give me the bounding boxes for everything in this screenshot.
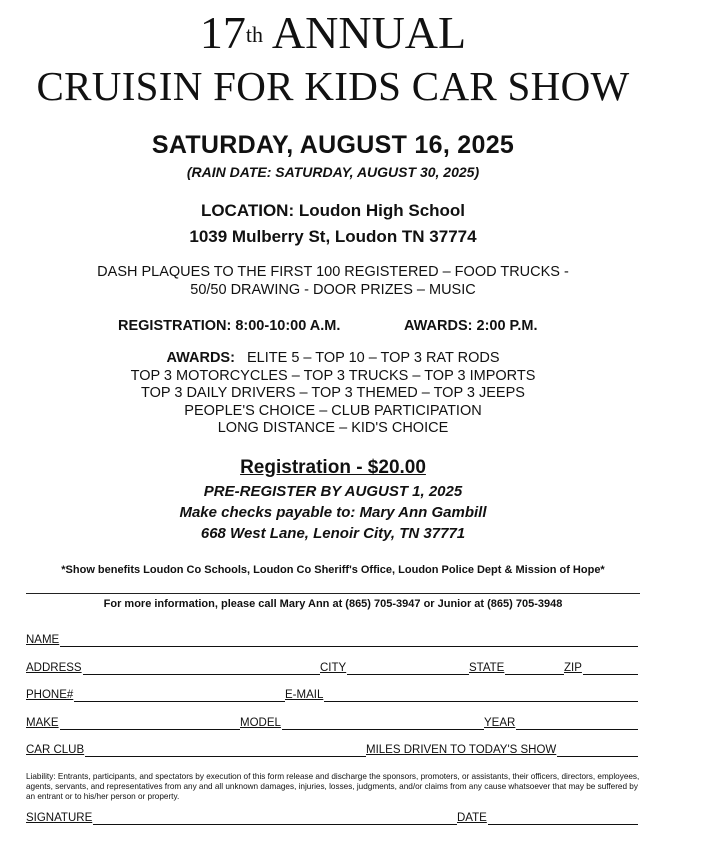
model-label: MODEL (240, 717, 281, 729)
liability-text: Liability: Entrants, participants, and spectators by execution of this form release and discharge the sponsors, promoters, or assistants, their officers, directors, employees, agents, servants, and representatives from any and all unknown damages, injuries, losses, judgments, and/or claims from any cause whatsoever that may be suffered by an entrant or to his/her person or property. (26, 772, 640, 801)
date-label: DATE (457, 812, 487, 824)
event-date: SATURDAY, AUGUST 16, 2025 (151, 131, 515, 159)
awards-time: AWARDS: 2:00 P.M. (404, 318, 538, 334)
city-label: CITY (320, 662, 347, 674)
awards-line-1: TOP 3 MOTORCYCLES – TOP 3 TRUCKS – TOP 3 IMPORTS (130, 368, 536, 384)
awards-label: AWARDS: (166, 350, 235, 366)
title-suffix: th (245, 22, 263, 47)
event-location: LOCATION: Loudon High School (200, 201, 466, 220)
title-number: 17 (199, 7, 246, 58)
registration-time: REGISTRATION: 8:00-10:00 A.M. (118, 318, 341, 334)
year-label: YEAR (484, 717, 516, 729)
contact-info: For more information, please call Mary Ann at (865) 705-3947 or Junior at (865) 705-3948 (103, 598, 563, 610)
phone-field[interactable] (26, 685, 638, 702)
awards-line-0: ELITE 5 – TOP 10 – TOP 3 RAT RODS (247, 350, 500, 366)
awards-line-3: PEOPLE'S CHOICE – CLUB PARTICIPATION (184, 403, 482, 419)
vehicle-field[interactable] (26, 713, 638, 730)
signature-label: SIGNATURE (26, 812, 93, 824)
name-field[interactable] (26, 630, 638, 647)
preregister-deadline: PRE-REGISTER BY AUGUST 1, 2025 (203, 483, 463, 500)
rain-date: (RAIN DATE: SATURDAY, AUGUST 30, 2025) (186, 164, 480, 180)
address-label: ADDRESS (26, 662, 82, 674)
car-club-field[interactable] (26, 740, 638, 757)
event-extras-line-2: 50/50 DRAWING - DOOR PRIZES – MUSIC (190, 282, 476, 298)
title-line-2: CRUISIN FOR KIDS CAR SHOW (36, 63, 630, 109)
address-field[interactable] (26, 658, 638, 675)
zip-label: ZIP (564, 662, 582, 674)
name-label: NAME (26, 634, 60, 646)
title-line-1 (0, 8, 666, 58)
miles-label: MILES DRIVEN TO TODAY'S SHOW (366, 744, 557, 756)
registration-fee: Registration - $20.00 (240, 457, 426, 478)
awards-line (0, 350, 666, 368)
title-annual: ANNUAL (262, 7, 467, 58)
state-label: STATE (469, 662, 505, 674)
awards-line-2: TOP 3 DAILY DRIVERS – TOP 3 THEMED – TOP 3 JEEPS (141, 385, 525, 401)
payment-address: 668 West Lane, Lenoir City, TN 37771 (200, 525, 466, 542)
benefits-note: *Show benefits Loudon Co Schools, Loudon Co Sheriff's Office, Loudon Police Dept & Mission of Hope* (61, 564, 605, 576)
event-extras-line-1: DASH PLAQUES TO THE FIRST 100 REGISTERED – FOOD TRUCKS - (97, 264, 569, 280)
awards-line-4: LONG DISTANCE – KID'S CHOICE (217, 420, 449, 436)
make-label: MAKE (26, 717, 59, 729)
checks-payable: Make checks payable to: Mary Ann Gambill (179, 504, 487, 521)
phone-label: PHONE# (26, 689, 74, 701)
event-address: 1039 Mulberry St, Loudon TN 37774 (189, 227, 477, 246)
divider-line (26, 593, 640, 594)
car-club-label: CAR CLUB (26, 744, 85, 756)
email-label: E-MAIL (285, 689, 324, 701)
signature-field[interactable] (26, 808, 638, 825)
